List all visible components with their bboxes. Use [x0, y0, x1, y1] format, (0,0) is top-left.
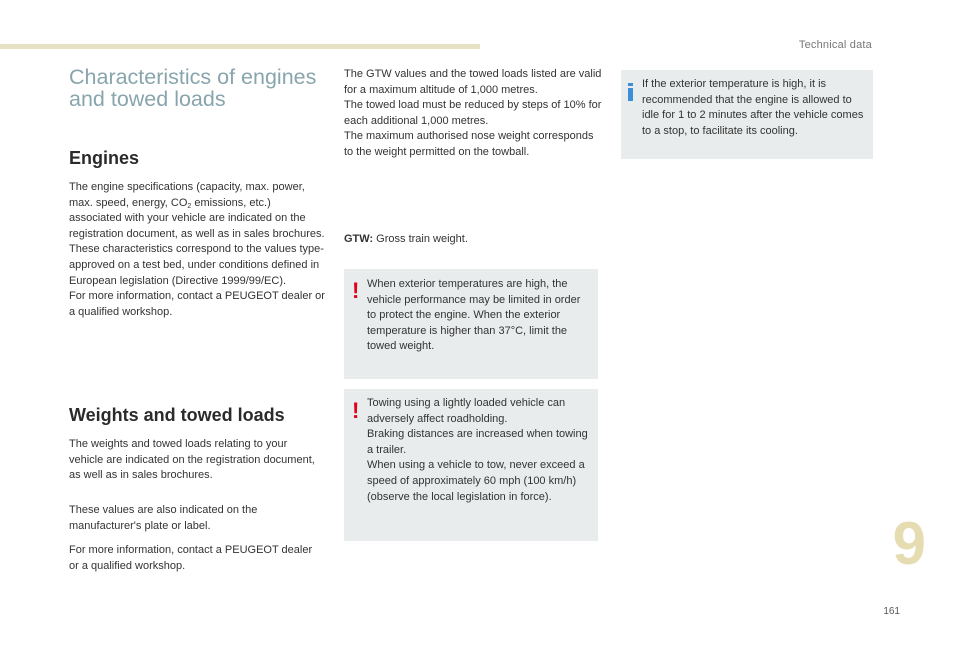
weights-p2: These values are also indicated on the manufacturer's plate or label.: [69, 504, 258, 532]
gtw-term: GTW:: [344, 233, 374, 245]
warning-icon: !: [352, 278, 360, 303]
gtw-p3: The maximum authorised nose weight corresponds to the weight permitted on the towball.: [344, 130, 594, 158]
engines-p1-after: emissions, etc.) associated with your vehicle are indicated on the registration document, as well as in sales brochures.: [69, 196, 325, 240]
page-title-line2: and towed loads: [69, 87, 226, 111]
gtw-definition: [344, 232, 598, 248]
gtw-p1: The GTW values and the towed loads listed are valid for a maximum altitude of 1,000 metres.: [344, 68, 602, 96]
page-number: 161: [883, 606, 900, 617]
info-icon: [628, 83, 633, 98]
warning-box-temperature: [344, 269, 598, 379]
warning-icon: !: [352, 398, 360, 423]
engines-p3: For more information, contact a PEUGEOT dealer or a qualified workshop.: [69, 290, 325, 318]
weights-p1: The weights and towed loads relating to your vehicle are indicated on the registration document, as well as in sales brochures.: [69, 438, 315, 482]
warning-box-towing: [344, 389, 598, 541]
engines-paragraph: [69, 180, 325, 320]
warning-text-towing: [367, 396, 590, 505]
header-accent-bar: [0, 44, 480, 49]
page-title: [69, 66, 339, 110]
gtw-def-text: Gross train weight.: [373, 233, 468, 245]
section-label: Technical data: [798, 39, 872, 51]
info-text-cooling: If the exterior temperature is high, it is recommended that the engine is allowed to idle for 1 to 2 minutes after the vehicle comes to a stop, to facilitate its cooling.: [642, 78, 864, 137]
weights-p3: For more information, contact a PEUGEOT dealer or a qualified workshop.: [69, 544, 313, 572]
engines-p2: These characteristics correspond to the values type-approved on a test bed, under conditions defined in European legislation (Directive 1999/99/EC).: [69, 243, 324, 287]
weights-heading: Weights and towed loads: [69, 405, 285, 425]
warning-towing-line2: Braking distances are increased when towing a trailer.: [367, 428, 588, 456]
engines-heading: Engines: [69, 148, 140, 168]
warning-towing-line3: When using a vehicle to tow, never exceed a speed of approximately 60 mph (100 km/h) (observe the local legislation in force).: [367, 459, 585, 503]
chapter-number: 9: [892, 510, 926, 577]
co2-subscript: 2: [187, 202, 192, 210]
warning-towing-line1: Towing using a lightly loaded vehicle can adversely affect roadholding.: [367, 397, 566, 425]
info-box-cooling: [621, 70, 873, 159]
gtw-paragraph: [344, 67, 602, 161]
warning-text-temperature: When exterior temperatures are high, the vehicle performance may be limited in order to protect the engine. When the exterior temperature is higher than 37°C, limit the towed weight.: [367, 278, 581, 353]
page-title-line1: Characteristics of engines: [69, 65, 317, 89]
gtw-p2: The towed load must be reduced by steps of 10% for each additional 1,000 metres.: [344, 99, 602, 127]
engines-p1-before: The engine specifications (capacity, max. power, max. speed, energy, CO: [69, 181, 305, 209]
